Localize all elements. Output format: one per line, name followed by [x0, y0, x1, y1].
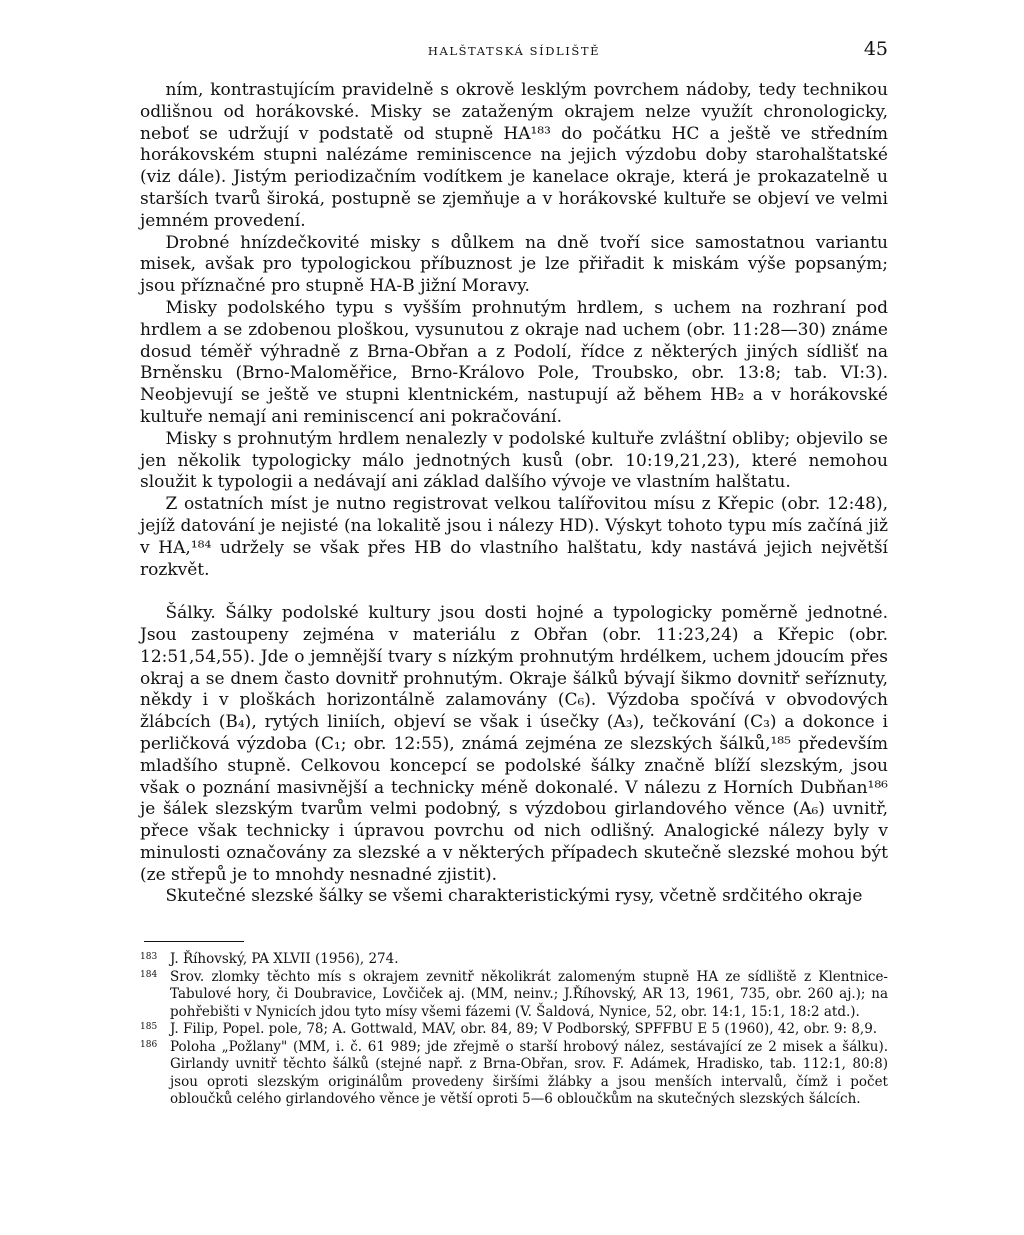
paragraph-1: ním, kontrastujícím pravidelně s okrově lesklým povrchem nádoby, tedy technikou odlišnou od horákovské. Misky se zataženým okrajem nelze využít chronologicky, neboť se udržují v podstatě od stupně HA¹⁸³ do počátku HC a ještě ve středním horákovském stupni nalézáme reminiscence na jejich výzdobu doby starohalštatské (viz dále). Jistým periodizačním vodítkem je kanelace okraje, která je prokazatelně u starších tvarů široká, postupně se zjemňuje a v horákovské kultuře se objeví ve velmi jemném provedení.: [140, 80, 888, 231]
footnote-text: J. Říhovský, PA XLVII (1956), 274.: [170, 951, 399, 967]
footnote-number: 184: [140, 969, 158, 980]
footnote-number: 186: [140, 1039, 158, 1050]
footnote-number: 183: [140, 952, 158, 962]
paragraph-7: Skutečné slezské šálky se všemi charakteristickými rysy, včetně srdčitého okraje: [165, 886, 863, 907]
footnote-186: [140, 1039, 888, 1109]
footnote-text: Srov. zlomky těchto mís s okrajem zevnitř několikrát zalomeným stupně HA ze sídliště z Klentnice-Tabulové hory, či Doubravice, Lovčiček aj. (MM, neinv.; J.Říhovský, AR 13, 1961, 735, obr. 260 aj.); na pohřebišti v Nynicích jdou tyto mísy všemi fázemi (V. Šaldová, Nynice, 52, obr. 14:1, 15:1, 18:2 atd.).: [170, 968, 888, 1020]
body-text: [140, 80, 888, 908]
paragraph-5: Z ostatních míst je nutno registrovat velkou talířovitou mísu z Křepic (obr. 12:48), jejíž datování je nejisté (na lokalitě jsou i nálezy HD). Výskyt tohoto typu mís začíná již v HA,¹⁸⁴ udržely se však přes HB do vlastního halštatu, kdy nastává jejich největší rozkvět.: [140, 494, 888, 580]
paragraph-3: Misky podolského typu s vyšším prohnutým hrdlem, s uchem na rozhraní pod hrdlem a se zdobenou ploškou, vysunutou z okraje nad uchem (obr. 11:28—30) známe dosud téměř výhradně z Brna-Obřan a z Podolí, řídce z některých jiných sídlišť na Brněnsku (Brno-Maloměřice, Brno-Královo Pole, Troubsko, obr. 13:8; tab. VI:3). Neobjevují se ještě ve stupni klentnickém, nastupují až během HB₂ a v horákovské kultuře nemají ani reminiscencí ani pokračování.: [140, 297, 888, 427]
footnote-text: Poloha „Požlany" (MM, i. č. 61 989; jde zřejmě o starší hrobový nález, sestávající ze 2 misek a šálku). Girlandy uvnitř těchto šálků (stejné např. z Brna-Obřan, srov. F. Adámek, Hradisko, tab. 112:1, 80:8) jsou oproti slezským originálům provedeny širšími žlábky a jsou menších intervalů, čímž i počet obloučků celého girlandového věnce je větší oproti 5—6 obloučkům na skutečných slezských šálcích.: [170, 1038, 888, 1107]
running-head: HALŠTATSKÁ SÍDLIŠTĚ: [427, 44, 601, 58]
paragraph-2: Drobné hnízdečkovité misky s důlkem na dně tvoří sice samostatnou variantu misek, avšak pro typologickou příbuznost je lze přiřadit k miskám výše popsaným; jsou příznačné pro stupně HA-B jižní Moravy.: [140, 232, 888, 297]
paragraph-4: Misky s prohnutým hrdlem nenalezly v podolské kultuře zvláštní obliby; objevilo se jen několik typologicky málo jednotných kusů (obr. 10:19,21,23), které nemohou sloužit k typologii a nedávají ani základ dalšího vývoje ve vlastním halštatu.: [140, 428, 888, 493]
footnote-number: 185: [140, 1022, 158, 1032]
footnotes: [140, 951, 888, 1109]
footnote-183: [140, 951, 888, 969]
footnote-divider: [144, 941, 244, 942]
page-number: 45: [863, 38, 888, 60]
footnote-184: [140, 969, 888, 1022]
paragraph-salky: Šálky. Šálky podolské kultury jsou dosti hojné a typologicky poměrně jednotné. Jsou zastoupeny zejména v materiálu z Obřan (obr. 11:23,24) a Křepic (obr. 12:51,54,55). Jde o jemnější tvary s nízkým prohnutým hrdélkem, uchem jdoucím přes okraj a se dnem často dovnitř prohnutým. Okraje šálků bývají šikmo dovnitř seříznuty, někdy i v ploškách horizontálně zalamovány (C₆). Výzdoba spočívá v obvodových žlábcích (B₄), rytých liniích, objeví se však i úsečky (A₃), tečkování (C₃) a dokonce i perličková výzdoba (C₁; obr. 12:55), známá zejména ze slezských šálků,¹⁸⁵ především mladšího stupně. Celkovou koncepcí se podolské šálky značně blíží slezským, jsou však o poznání masivnější a technicky méně dokonalé. V nálezu z Horních Dubňan¹⁸⁶ je šálek slezským tvarům velmi podobný, s výzdobou girlandového věnce (A₆) uvnitř, přece však technicky i úpravou povrchu od nich odlišný. Analogické nálezy byly v minulosti označovány za slezské a v některých případech skutečně slezské mohou být (ze střepů je to mnohdy nesnadné zjistit).: [140, 603, 888, 885]
footnote-text: J. Filip, Popel. pole, 78; A. Gottwald, MAV, obr. 84, 89; V Podborský, SPFFBU E 5 (1960), 42, obr. 9: 8,9.: [170, 1021, 878, 1037]
footnote-185: [140, 1021, 888, 1039]
